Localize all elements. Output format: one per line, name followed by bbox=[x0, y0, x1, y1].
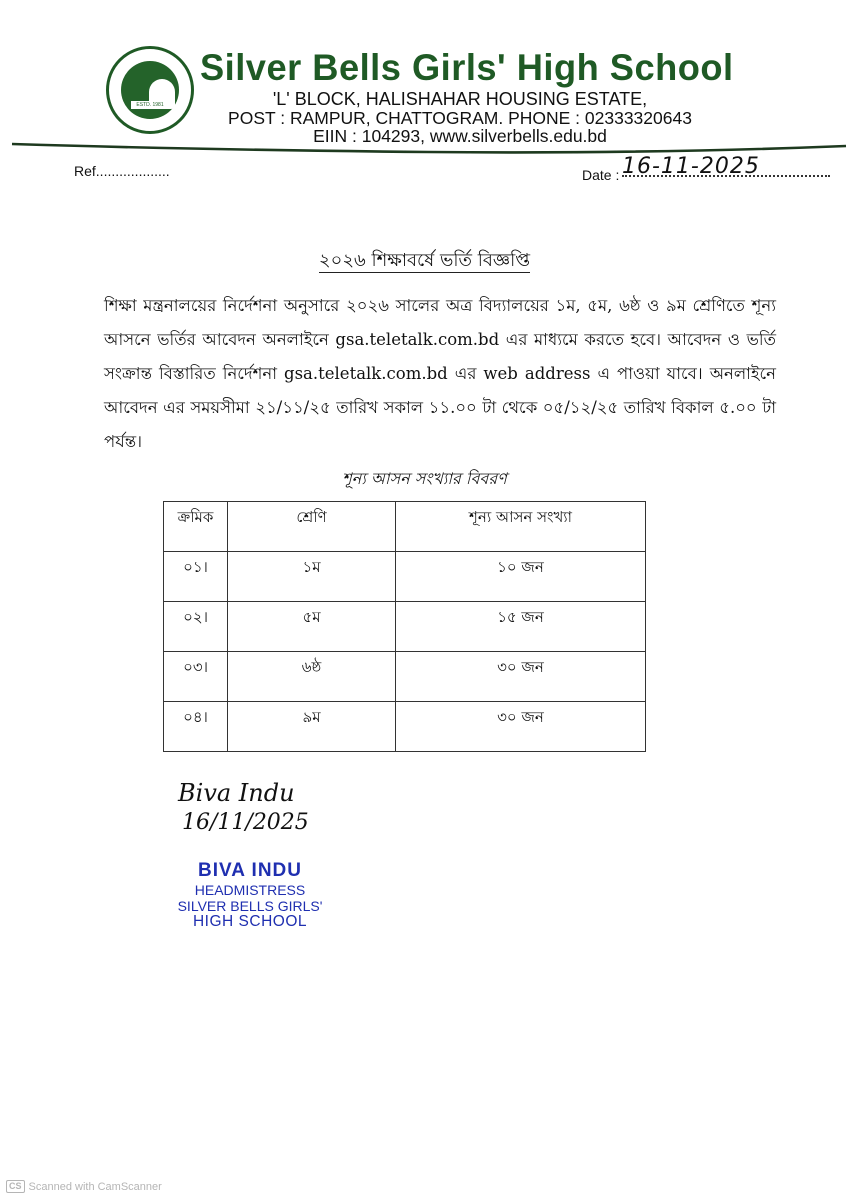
table-header-row bbox=[164, 502, 646, 552]
cell-serial: ০৪। bbox=[164, 702, 228, 752]
cell-serial: ০৩। bbox=[164, 652, 228, 702]
table-row bbox=[164, 602, 646, 652]
headmistress-seal bbox=[165, 860, 335, 930]
signatory-org-line-2: HIGH SCHOOL bbox=[192, 913, 307, 930]
table-row bbox=[164, 652, 646, 702]
signatory-name: BIVA INDU bbox=[198, 860, 302, 881]
notice-title-text: ২০২৬ শিক্ষাবর্ষে ভর্তি বিজ্ঞপ্তি bbox=[318, 250, 531, 271]
cell-class: ৯ম bbox=[228, 702, 396, 752]
cell-class: ৫ম bbox=[228, 602, 396, 652]
handwritten-signature: Biva Indu bbox=[178, 779, 295, 807]
header-class: শ্রেণি bbox=[228, 502, 396, 552]
notice-title bbox=[0, 246, 849, 277]
cell-seats: ১০ জন bbox=[396, 552, 646, 602]
cell-seats: ৩০ জন bbox=[396, 702, 646, 752]
notice-body: শিক্ষা মন্ত্রনালয়ের নির্দেশনা অনুসারে ২০২৬ সালের অত্র বিদ্যালয়ের ১ম, ৫ম, ৬ষ্ঠ ও ৯ম শ্রেণিতে শূন্য আসনে ভর্তির আবেদন অনলাইনে gsa.teletalk.com.bd এর মাধ্যমে করতে হবে। আবেদন ও ভর্তি সংক্রান্ত বিস্তারিত নির্দেশনা gsa.teletalk.com.bd এর web address এ পাওয়া যাবে। অনলাইনে আবেদন এর সময়সীমা ২১/১১/২৫ তারিখ সকাল ১১.০০ টা থেকে ০৫/১২/২৫ তারিখ বিকাল ৫.০০ টা পর্যন্ত। bbox=[104, 296, 776, 451]
logo-emblem bbox=[121, 61, 179, 119]
table-row bbox=[164, 552, 646, 602]
cell-seats: ৩০ জন bbox=[396, 652, 646, 702]
watermark-text: Scanned with CamScanner bbox=[28, 1180, 162, 1193]
letterhead-divider bbox=[8, 140, 849, 154]
ref-field: Ref................... bbox=[74, 163, 170, 179]
school-logo bbox=[106, 46, 194, 134]
cell-class: ৬ষ্ঠ bbox=[228, 652, 396, 702]
date-value: 16-11-2025 bbox=[622, 154, 760, 179]
scanner-watermark bbox=[6, 1180, 162, 1193]
header-serial: ক্রমিক bbox=[164, 502, 228, 552]
address-line-1: 'L' BLOCK, HALISHAHAR HOUSING ESTATE, bbox=[272, 89, 648, 109]
vacant-seat-table bbox=[163, 501, 646, 752]
signature-date: 16/11/2025 bbox=[182, 810, 309, 835]
signatory-designation: HEADMISTRESS bbox=[194, 882, 306, 898]
signatory-org-line-1: SILVER BELLS GIRLS' bbox=[177, 898, 323, 914]
cell-serial: ০১। bbox=[164, 552, 228, 602]
camscanner-icon: CS bbox=[6, 1180, 25, 1193]
table-row bbox=[164, 702, 646, 752]
school-name: Silver Bells Girls' High School bbox=[200, 47, 734, 88]
address-line-2: POST : RAMPUR, CHATTOGRAM. PHONE : 02333320643 bbox=[228, 108, 692, 128]
logo-estd: ESTD. 1981 bbox=[131, 101, 169, 109]
header-vacant-seats: শূন্য আসন সংখ্যা bbox=[396, 502, 646, 552]
cell-serial: ০২। bbox=[164, 602, 228, 652]
cell-class: ১ম bbox=[228, 552, 396, 602]
cell-seats: ১৫ জন bbox=[396, 602, 646, 652]
table-caption: শূন্য আসন সংখ্যার বিবরণ bbox=[342, 469, 507, 488]
address-line-3: EIIN : 104293, www.silverbells.edu.bd bbox=[313, 126, 607, 146]
date-dotted-line bbox=[622, 175, 830, 177]
date-label: Date : bbox=[582, 167, 620, 183]
